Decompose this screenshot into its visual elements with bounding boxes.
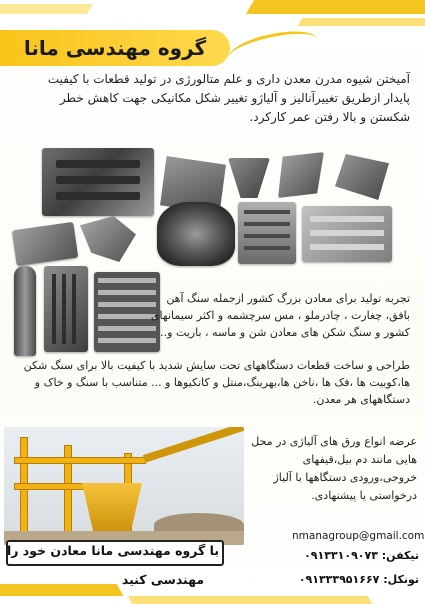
bottom-stripe — [0, 584, 123, 596]
crusher-plant-photo — [4, 427, 244, 545]
parts-photo-grooved-plate — [44, 266, 88, 352]
title-swoosh-decor — [226, 25, 320, 72]
top-stripe-left — [0, 4, 93, 14]
offer-paragraph: عرضه انواع ورق های آلیاژی در محل هایی مانند دم بیل،قیفهای خروجی،ورودی دستگاهها با آلیاژ درخواستی یا پیشنهادی. — [251, 435, 417, 502]
parts-photo-hook — [14, 266, 36, 356]
bottom-stripe-thin — [128, 596, 373, 604]
top-stripe — [246, 0, 425, 14]
parts-photo-jaw — [238, 202, 296, 264]
parts-photo-blowbar — [335, 154, 389, 200]
intro-paragraph: آمیختن شیوه مدرن معدن داری و علم متالورژی در تولید قطعات با کیفیت پایدار ازطریق تغییرآنالیز و آلیاژو تغییر شکل مکانیکی جهت کاهش خطر شکستن و بالا رفتن عمر کارکرد. — [47, 72, 410, 124]
top-stripe-thin — [298, 18, 425, 26]
contact-email[interactable]: nmanagroup@gmail.com — [292, 530, 425, 542]
parts-photo-clamp — [80, 216, 136, 262]
company-title: گروه مهندسی مانا — [23, 36, 207, 60]
slogan-line-1: با گروه مهندسی مانا معادن خود را — [6, 543, 220, 558]
design-paragraph: طراحی و ساخت قطعات دستگاههای تحت سایش شدید با کیفیت بالا برای سنگ شکن ها،کوبیت ها ،فک ها ،ناخن ها،بهرینگ،منتل و کانکیوها و ... متناسب با سنگ و خاک و دستگاههای هر معدن. — [23, 359, 410, 406]
parts-photo-bar — [12, 222, 78, 266]
parts-photo-mantle — [157, 202, 235, 266]
experience-paragraph: تجربه تولید برای معادن بزرگ کشور ازجمله سنگ آهن بافق، چغارت ، چادرملو ، مس سرچشمه و اکثر سیمانهای کشور و سنگ شکن های معادن شن و ماسه ، باریت و.. — [150, 292, 410, 339]
parts-photo-tooth — [228, 158, 270, 198]
slogan-line-2: مهندسی کنید — [121, 572, 205, 587]
parts-photo-liner — [278, 152, 324, 198]
parts-photo-grate — [302, 206, 392, 262]
parts-photo-plates — [42, 148, 154, 216]
contact-phone-2[interactable]: تونکل: ۰۹۱۳۳۳۹۵۱۶۶۷ — [298, 573, 419, 586]
contact-phone-1[interactable]: تیکفن: ۰۹۱۳۳۱۰۹۰۷۳ — [304, 549, 419, 562]
